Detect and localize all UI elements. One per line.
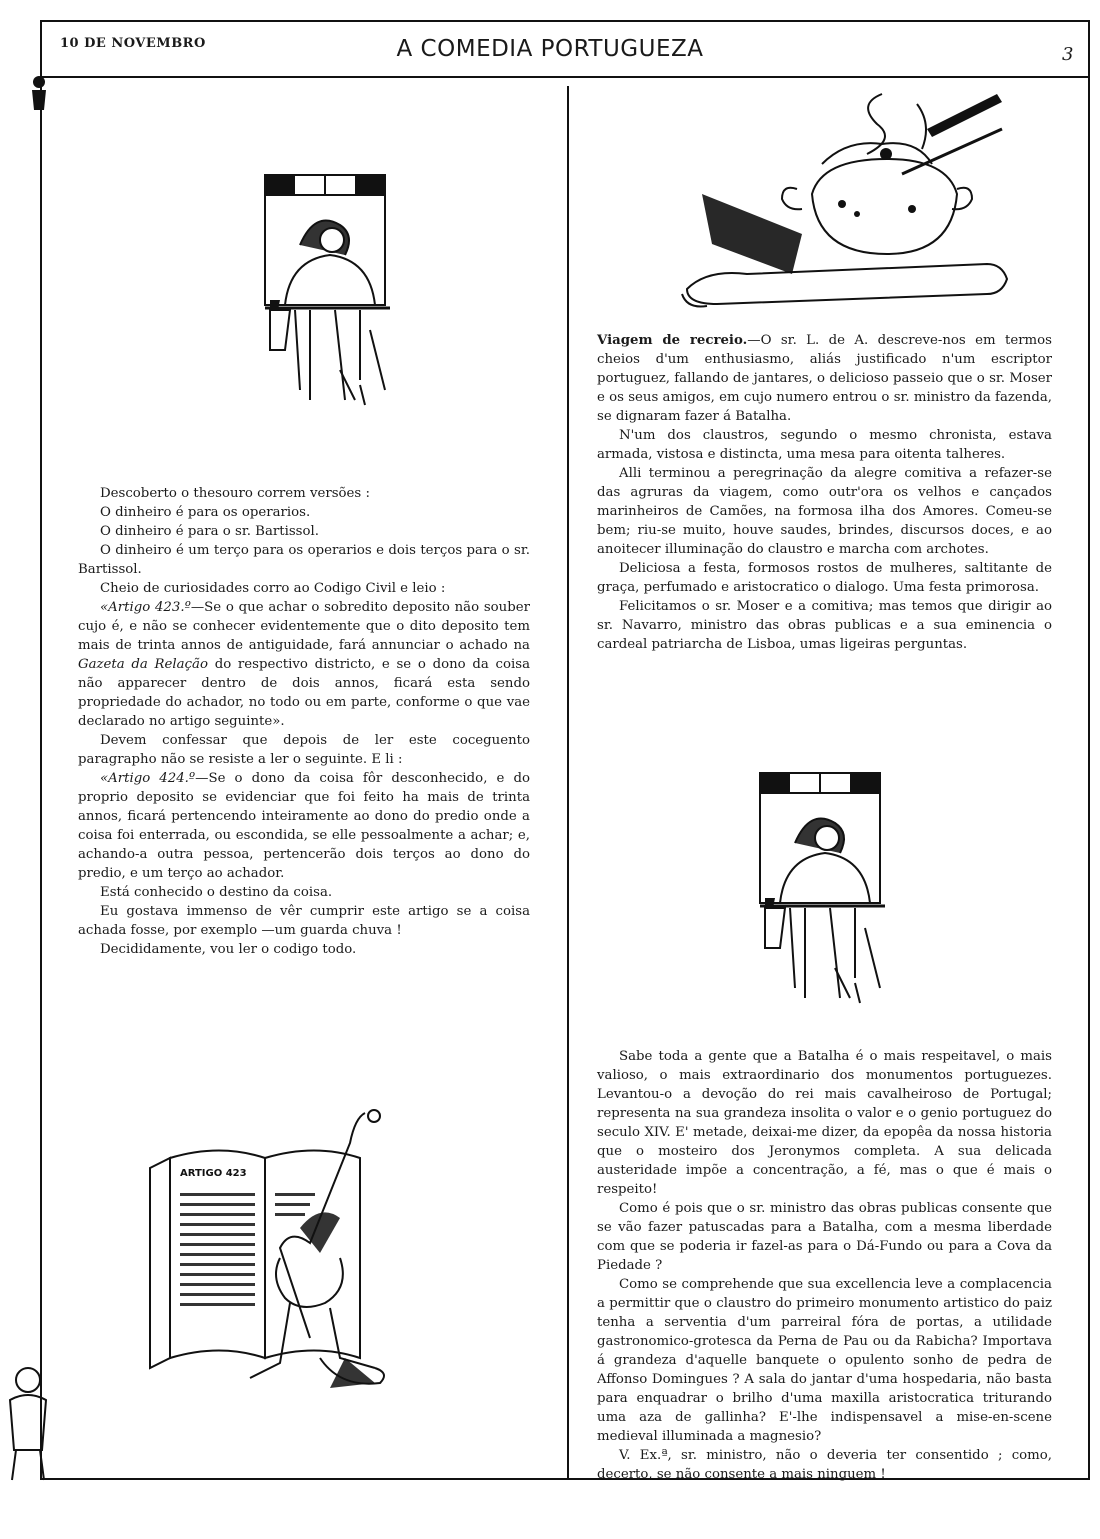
paragraph: Alli terminou a peregrinação da alegre comitiva a refazer-se das agruras da viagem, como outr'ora os velhos e cançados marinheiros de Camões, na formosa ilha dos Amores. Comeu-se bem; riu-se muito, houve saudes, brindes, discursos doces, e ao anoitecer illuminação do claustro e marcha com archotes. [597,466,1052,557]
paragraph: Está conhecido o destino da coisa. [100,885,333,900]
masthead-title: A COMEDIA PORTUGUEZA [396,36,704,62]
article-423-text-cont: do respectivo districto, e se o dono da coisa não apparecer dentro de dois annos, ficará esta sendo propriedade do achador, no todo ou em parte, conforme o que vae declarado no artigo seguinte». [78,657,530,729]
paragraph: Devem confessar que depois de ler este coceguento paragrapho não se resiste a ler o seguinte. E li : [78,733,530,767]
article-lead-text: —O sr. L. de A. descreve-nos em termos cheios d'um enthusiasmo, aliás justificado n'um escriptor portuguez, fallando de jantares, o delicioso passeio que o sr. Moser e os seus amigos, em cujo numero entrou o sr. ministro da fazenda, se dignaram fazer á Batalha. [597,333,1052,424]
column-divider [567,86,569,1480]
paragraph: O dinheiro é um terço para os operarios e dois terços para o sr. Bartissol. [78,543,530,577]
left-column-text [78,484,530,959]
gazette-name: Gazeta da Relação [78,657,208,672]
right-border-rule [1088,20,1090,1480]
margin-figure-top [22,60,58,120]
paragraph: V. Ex.ª, sr. ministro, não o deveria ter consentido ; como, decerto, se não consente a mais ninguem ! [597,1448,1052,1482]
page-number: 3 [1062,44,1074,65]
steam-wisp [867,94,885,154]
paragraph: Descoberto o thesouro correm versões : [100,486,370,501]
book-caption: ARTIGO 423 [180,1168,247,1179]
gnome-with-book-illustration [140,1108,410,1408]
paragraph: Deliciosa a festa, formosos rostos de mulheres, saltitante de graça, perfumado e aristocratico o dialogo. Uma festa primorosa. [597,561,1052,595]
paper-scroll [687,264,1007,304]
header-underline [40,76,1090,78]
woman-at-window-illustration [240,170,420,410]
paragraph: Eu gostava immenso de vêr cumprir este artigo se a coisa achada fosse, por exemplo —um guarda chuva ! [78,904,530,938]
paragraph: Sabe toda a gente que a Batalha é o mais respeitavel, o mais valioso, o mais extraordinario dos monumentos portuguezes. Levantou-o a devoção do rei mais cavalheiroso de Portugal; representa na sua grandeza insolita o valor e o genio portuguez do seculo XIV. E' metade, deixai-me dizer, da epopêa da nossa historia que o mosteiro dos Jeronymos completa. A sua delicada austeridade impõe a concentração, a fé, mas o que é mais o respeito! [597,1049,1052,1197]
quill-pen [902,129,1002,174]
article-424-text: —Se o dono da coisa fôr desconhecido, e do proprio deposito se evidenciar que foi feito ha mais de trinta annos, ficará pertencendo inteiramente ao dono do predio onde a coisa foi enterrada, ou escondida, se elle pessoalmente a achar; e, achando-a outra pessoa, pertencerão dois terços ao dono do predio, e um terço ao achador. [78,771,531,881]
article-lead-title: Viagem de recreio. [597,333,748,348]
article-423-title: «Artigo 423.º [100,600,191,615]
tureen-body [812,159,957,254]
article-lead-paragraph [597,331,1052,426]
paragraph: Felicitamos o sr. Moser e a comitiva; mas temos que dirigir ao sr. Navarro, ministro das obras publicas e a sua eminencia o cardeal patriarcha de Lisboa, umas ligeiras perguntas. [597,599,1052,652]
header-date: 10 DE NOVEMBRO [60,36,206,51]
paragraph: Como se comprehende que sua excellencia leve a complacencia a permittir que o claustro do primeiro monumento artistico do paiz tenha a serventia d'um parreiral fóra de portas, a utilidade gastronomico-grotesca da Perna de Pau ou da Rabicha? Importava á grandeza d'aquelle banquete o opulento sonho de pedra de Affonso Domingues ? A sala do jantar d'uma hospedaria, não basta para enquadrar o brilho d'uma maxilla aristocratica triturando uma aza de gallinha? E'-lhe indispensavel a mise-en-scene medieval illuminada a magnesio? [597,1277,1052,1444]
right-column-top-text [597,331,1052,654]
soup-tureen-illustration [672,84,1012,324]
article-423-paragraph [78,598,530,731]
paragraph: Cheio de curiosidades corro ao Codigo Civil e leio : [100,581,446,596]
top-border-rule [40,20,1090,22]
paragraph: N'um dos claustros, segundo o mesmo chronista, estava armada, vistosa e distincta, uma mesa para oitenta talheres. [597,428,1052,462]
book-right-page [265,1151,360,1359]
paragraph: Decididamente, vou ler o codigo todo. [100,942,357,957]
article-423-text: —Se o que achar o sobredito deposito não souber cujo é, e não se conhecer evidentemente que o dito deposito tem mais de trinta annos de antiguidade, fará annunciar o achado na [78,600,530,653]
paragraph: O dinheiro é para os operarios. [100,505,311,520]
paragraph: Como é pois que o sr. ministro das obras publicas consente que se vão fazer patuscadas para a Batalha, com a mesma liberdade com que se poderia ir fazel-as para o Dá-Fundo ou para a Cova da Piedade ? [597,1201,1052,1273]
right-column-bottom-text [597,1047,1052,1484]
left-border-rule [40,20,42,1480]
article-424-title: «Artigo 424.º [100,771,196,786]
woman-at-window-illustration-2 [735,768,915,1008]
paragraph: O dinheiro é para o sr. Bartissol. [100,524,319,539]
margin-figure-bottom [0,1360,60,1490]
article-424-paragraph [78,769,530,883]
